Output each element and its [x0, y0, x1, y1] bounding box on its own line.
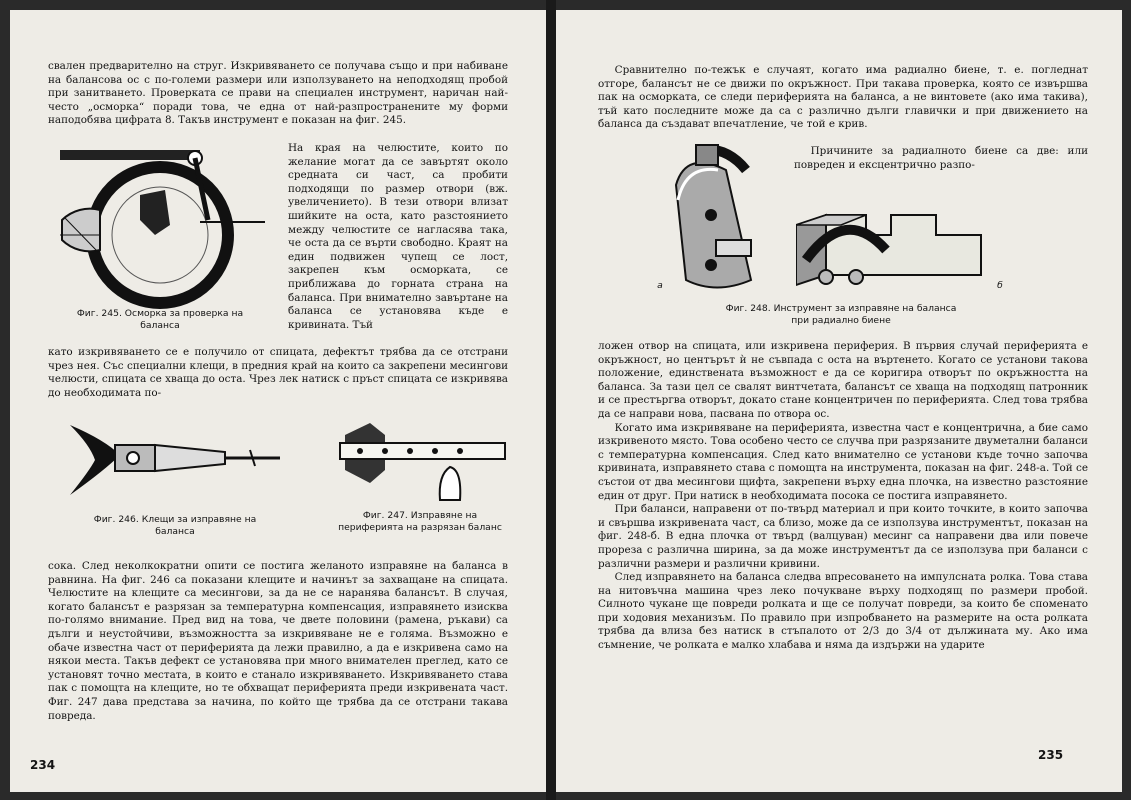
left-middle-text: като изкривяването се е получило от спицата, дефектът трябва да се отстрани чрез нея. Със специални клещи, в предния край на които са закрепени месингови челюсти, спицата се хваща до оста. Чрез лек натиск с пръст спицата се изкривява до необходимата по- [48, 346, 508, 399]
fig248-caption: Фиг. 248. Инструмент за изправяне на баланса при радиално биене [725, 303, 957, 326]
left-side-text: На края на челюстите, които по желание могат да се завъртят около средната си част, са пробити подходящи по размер отвори (вж. увеличението). В тези отвори влизат шийките на оста, като разстоянието между челюстите се нагласява така, че оста да се върти свободно. Краят на един подвижен чупещ се лост, закрепен към осморката, се приближава до горната страна на баланса. При внимателно завъртане на баланса се установява къде е кривината. Тъй [288, 142, 508, 331]
right-page [556, 10, 1122, 792]
right-page-number: 235 [1038, 748, 1064, 762]
fig248a-instrument-pins [656, 140, 766, 295]
right-body [598, 340, 1088, 653]
left-bottom-text: сока. След неколкократни опити се постига желаното изправяне на баланса в равнина. На фиг. 246 са показани клещите и начинът за захващане на спицата. Челюстите на клещите са месингови, за да не се наранява балансът. В случая, когато балансът е разрязан за температурна компенсация, изправянето изисква по-голямо внимание. Пред вид на това, че двете половини (рамена, ръкави) са дълги и неустойчиви, възможността за изкривяване не е голяма. Възможно е обаче известна част от периферията да лежи правилно, а да е изкривена само на някои места. Такъв дефект се установява при много внимателен преглед, като се установят точно местата, в които е станало изкривяването. Изкривяването става пак с помощта на клещите, но те обхващат периферията преди изкривената част. Фиг. 247 дава представа за начина, по който ще трябва да се отстрани такава повреда. [48, 560, 508, 722]
left-page-number: 234 [30, 758, 56, 772]
left-top-text: свален предварително на струг. Изкривяването се получава също и при набиване на балансова ос с по-големи размери или използуването на неподходящ пробой при занитването. Проверката се прави на специален инструмент, наричан най-често „осморка“ поради това, че една от най-разпространените му форми наподобява цифрата 8. Такъв инструмент е показан на фиг. 245. [48, 60, 508, 127]
right-paragraph: Когато има изкривяване на периферията, известна част е концентрична, а бие само изкривеното място. Това особено често се случва при разрязаните двуметални баланси с температурна компенсация. След като внимателно се установи къде точно започва кривината, изправянето става с помощта на инструмента, показан на фиг. 248-а. Той се състои от два месингови щифта, закрепени върху една плочка, на известно разстояние един от друг. При натиск в необходимата посока се постига изправянето. [598, 421, 1088, 502]
right-top-text-2: Причините за радиалното биене са две: или повреден и ексцентрично разпо- [794, 145, 1088, 171]
fig245-caption: Фиг. 245. Осморка за проверка на баланса [76, 308, 244, 331]
book-gutter [546, 0, 556, 800]
fig248b-slotted-plate [796, 205, 986, 295]
fig248-label-b: б [997, 280, 1003, 291]
fig245-balance-truing-caliper [40, 140, 280, 310]
right-paragraph: След изправянето на баланса следва впресоването на импулсната ролка. Това става на нитовъчна машина чрез леко почукване върху подходящ по размери пробой. Силното чукане ще повреди ролката и ще се получат повреди, за които бе споменато при ходовия механизъм. По правило при изпробването на размерите на оста ролката трябва да влиза без натиск в стъпалото от 2/3 до 3/4 от дължината му. Ако има съмнение, че ролката е малко хлабава и няма да издържи на ударите [598, 571, 1088, 652]
right-paragraph: ложен отвор на спицата, или изкривена периферия. В първия случай периферията е окръжност, но центърът ѝ не съвпада с оста на въртенето. Когато се установи такова положение, единствената възможност е да се коригира отворът по окръжността на баланса. За тази цел се свалят винтчетата, балансът се хваща на подходящ патронник и се престъргва отворът, докато стане концентричен по периферията. След това трябва да се направи нова, пасвана по отвора ос. [598, 340, 1088, 420]
fig246-balance-pliers [65, 410, 305, 510]
right-paragraph: При баланси, направени от по-твърд материал и при които точките, в които започва и свършва изкривената част, са близо, може да се използува инструментът, показан на фиг. 248-б. В една плочка от твърд (валцуван) месинг са направени два или повече прореза с различна ширина, за да може инструментът да се използува при баланси с различни размери и различни кривини. [598, 503, 1088, 570]
left-page [10, 10, 546, 792]
fig247-rim-straightening [330, 415, 510, 505]
fig248-label-a: а [657, 280, 663, 291]
fig246-caption: Фиг. 246. Клещи за изправяне на баланса [93, 514, 257, 537]
fig247-caption: Фиг. 247. Изправяне на периферията на разрязан баланс [338, 510, 502, 533]
right-top-text: Сравнително по-тежък е случаят, когато има радиално биене, т. е. погледнат отгоре, балансът не се движи по окръжност. При такава проверка, която се извършва пак на осморката, се следи периферията на баланса, а не винтовете (ако има такива), тъй като последните може да са с различно дълги главички и при движението на баланса да създават впечатление, че той е крив. [598, 64, 1088, 131]
